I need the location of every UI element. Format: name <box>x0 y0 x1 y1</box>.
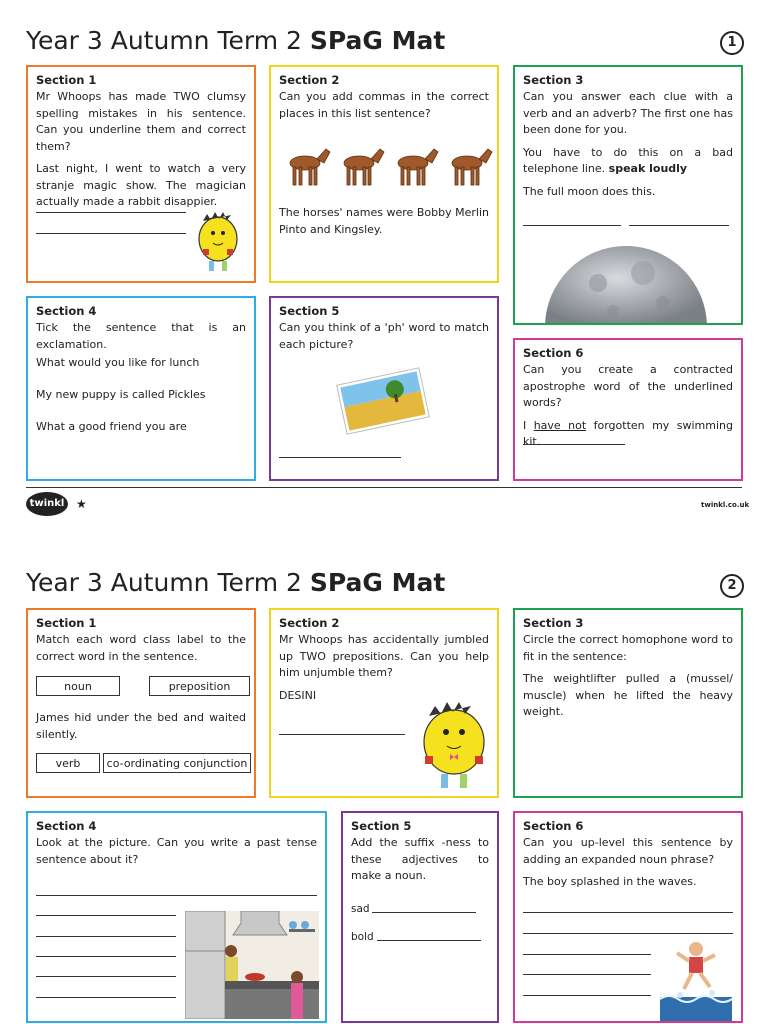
section-instruction: Can you up-level this sentence by adding an expanded noun phrase? <box>523 836 733 866</box>
mat1-title: Year 3 Autumn Term 2 SPaG Mat <box>26 26 446 55</box>
answer-line[interactable] <box>36 976 176 977</box>
answer-line[interactable] <box>36 956 176 957</box>
monster-illustration <box>415 696 493 796</box>
tick-option[interactable]: What a good friend you are <box>36 420 187 433</box>
answer-line[interactable] <box>523 912 733 913</box>
answer-line[interactable] <box>36 997 176 998</box>
mat2-title: Year 3 Autumn Term 2 SPaG Mat <box>26 568 446 597</box>
answer-line[interactable] <box>523 933 733 934</box>
section-heading: Section 3 <box>523 616 584 630</box>
mat2-section-4 <box>26 811 327 1023</box>
field-photo <box>333 364 433 438</box>
star-icon: ★ <box>76 497 87 511</box>
monster-illustration <box>193 205 243 277</box>
section-sentence: Last night, I went to watch a very stranje magic show. The magician actually made a rabbit disappier. <box>36 162 246 208</box>
section-instruction: Mr Whoops has accidentally jumbled up TWO prepositions. Can you help him unjumble them? <box>279 633 489 679</box>
answer-line[interactable] <box>523 444 625 445</box>
adjective-sad: sad <box>351 903 370 915</box>
section-instruction: Can you answer each clue with a verb and an adverb? The first one has been done for you. <box>523 90 733 136</box>
mat2-section-3 <box>513 608 743 798</box>
word-class-label-conjunction[interactable]: co-ordinating conjunction <box>103 753 251 773</box>
mat2-number: 2 <box>720 574 744 598</box>
section-heading: Section 6 <box>523 346 584 360</box>
mat1-section-3 <box>513 65 743 325</box>
mat2-section-6 <box>513 811 743 1023</box>
mat1-section-2 <box>269 65 499 283</box>
tick-option[interactable]: What would you like for lunch <box>36 356 200 369</box>
answer-line[interactable] <box>523 995 651 996</box>
section-sentence: The weightlifter pulled a (mussel/ muscle) when he lifted the heavy weight. <box>523 672 733 718</box>
section-heading: Section 6 <box>523 819 584 833</box>
section-heading: Section 2 <box>279 73 340 87</box>
section-instruction: Circle the correct homophone word to fit in the sentence: <box>523 633 733 663</box>
section-sentence: James hid under the bed and waited silently. <box>36 711 246 741</box>
section-heading: Section 3 <box>523 73 584 87</box>
tick-option[interactable]: My new puppy is called Pickles <box>36 388 206 401</box>
word-class-label-verb[interactable]: verb <box>36 753 100 773</box>
section-heading: Section 1 <box>36 73 97 87</box>
section-heading: Section 5 <box>279 304 340 318</box>
word-class-label-preposition[interactable]: preposition <box>149 676 250 696</box>
answer-line[interactable] <box>523 954 651 955</box>
moon-illustration <box>543 243 709 325</box>
answer-line[interactable] <box>629 225 729 226</box>
answer-line[interactable] <box>36 212 186 213</box>
word-class-label-noun[interactable]: noun <box>36 676 120 696</box>
answer-line[interactable] <box>36 233 186 234</box>
section-sentence: I have not forgotten my swimming kit. <box>523 418 733 448</box>
mat2-section-2 <box>269 608 499 798</box>
mat2-section-5 <box>341 811 499 1023</box>
section-instruction: Can you create a contracted apostrophe word of the underlined words? <box>523 363 733 409</box>
mat2-section-1 <box>26 608 256 798</box>
answer-line[interactable] <box>523 974 651 975</box>
mat1-number: 1 <box>720 31 744 55</box>
section-instruction: Mr Whoops has made TWO clumsy spelling mistakes in his sentence. Can you underline them and correct them? <box>36 90 246 153</box>
answer-line[interactable] <box>36 915 176 916</box>
section-clue: The full moon does this. <box>523 184 656 198</box>
section-instruction: Look at the picture. Can you write a past tense sentence about it? <box>36 836 317 866</box>
answer-line[interactable] <box>279 734 405 735</box>
section-heading: Section 4 <box>36 304 97 318</box>
answer-line[interactable] <box>36 936 176 937</box>
section-instruction: Can you add commas in the correct places in this list sentence? <box>279 90 489 120</box>
section-instruction: Match each word class label to the correct word in the sentence. <box>36 633 246 663</box>
section-instruction: Can you think of a 'ph' word to match each picture? <box>279 321 489 351</box>
section-instruction: Tick the sentence that is an exclamation. <box>36 321 246 351</box>
section-heading: Section 5 <box>351 819 412 833</box>
section-sentence: The horses' names were Bobby Merlin Pinto and Kingsley. <box>279 206 489 236</box>
section-sentence: The boy splashed in the waves. <box>523 875 697 888</box>
answer-line[interactable] <box>377 940 481 941</box>
section-heading: Section 1 <box>36 616 97 630</box>
section-heading: Section 4 <box>36 819 97 833</box>
footer-site: twinkl.co.uk <box>701 501 750 509</box>
adjective-bold: bold <box>351 931 374 943</box>
answer-line[interactable] <box>523 225 621 226</box>
section-heading: Section 2 <box>279 616 340 630</box>
mat1-section-6 <box>513 338 743 481</box>
mat1-section-4 <box>26 296 256 481</box>
section-instruction: Add the suffix -ness to these adjectives to make a noun. <box>351 836 489 882</box>
mat1-section-5 <box>269 296 499 481</box>
boy-splashing-illustration <box>660 939 732 1021</box>
section-clue: You have to do this on a bad telephone line. speak loudly <box>523 145 733 175</box>
footer-rule <box>26 487 742 488</box>
kitchen-illustration <box>185 911 319 1019</box>
answer-line[interactable] <box>36 895 317 896</box>
answer-line[interactable] <box>279 457 401 458</box>
mat1-section-1 <box>26 65 256 283</box>
twinkl-logo: twinkl <box>26 492 68 516</box>
jumbled-word: DESINI <box>279 688 317 702</box>
horse-illustration <box>279 143 493 189</box>
answer-line[interactable] <box>372 912 476 913</box>
